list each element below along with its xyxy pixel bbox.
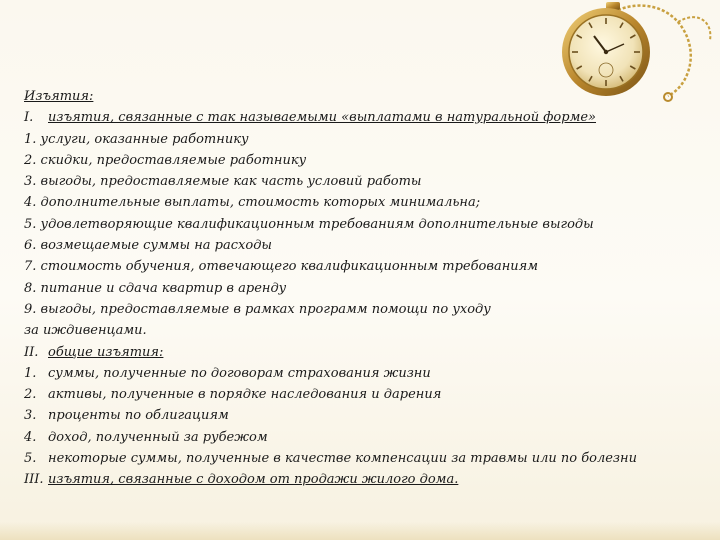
list-item-number: 2.: [24, 387, 37, 403]
section-1-title: изъятия, связанные с так называемыми «выплатами в натуральной форме»: [48, 110, 596, 126]
section-2-title: общие изъятия:: [48, 344, 164, 360]
list-item-text: проценты по облигациям: [48, 408, 229, 424]
decorative-band: [0, 522, 720, 540]
section-3-title-line: [24, 469, 624, 490]
list-item-text: активы, полученные в порядке наследования и дарения: [48, 387, 442, 403]
list-item: 3. выгоды, предоставляемые как часть условий работы: [24, 174, 422, 190]
list-item: 2. скидки, предоставляемые работнику: [24, 152, 307, 168]
list-item: 6. возмещаемые суммы на расходы: [24, 238, 273, 254]
list-item: [24, 448, 637, 469]
list-item: [24, 405, 624, 426]
list-item: 4. дополнительные выплаты, стоимость которых минимальна;: [24, 195, 481, 211]
list-item: 1. услуги, оказанные работнику: [24, 131, 249, 147]
list-item-number: 5.: [24, 451, 37, 467]
list-item-text: суммы, полученные по договорам страхования жизни: [48, 365, 431, 381]
section-3-marker: III.: [24, 472, 44, 488]
section-2-marker: II.: [24, 344, 39, 360]
list-item: 7. стоимость обучения, отвечающего квалификационным требованиям: [24, 259, 539, 275]
list-item-text: некоторые суммы, полученные в качестве компенсации за травмы или по болезни: [48, 451, 637, 467]
list-item: 9. выгоды, предоставляемые в рамках программ помощи по уходу за иждивенцами.: [24, 301, 491, 339]
exemptions-text: [24, 86, 637, 491]
list-item-number: 1.: [24, 365, 37, 381]
list-item-number: 4.: [24, 429, 37, 445]
list-item: [24, 384, 624, 405]
section-2-title-line: [24, 342, 624, 363]
list-item-number: 3.: [24, 408, 37, 424]
list-item: [24, 427, 624, 448]
section-3-title: изъятия, связанные с доходом от продажи жилого дома.: [48, 472, 459, 488]
list-item-text: доход, полученный за рубежом: [48, 429, 268, 445]
list-item: 8. питание и сдача квартир в аренду: [24, 280, 287, 296]
heading: Изъятия:: [24, 89, 94, 104]
list-item: 5. удовлетворяющие квалификационным требованиям дополнительные выгоды: [24, 216, 594, 232]
section-1-marker: I.: [24, 110, 34, 126]
list-item: [24, 363, 624, 384]
section-1-title-line: [24, 107, 624, 128]
